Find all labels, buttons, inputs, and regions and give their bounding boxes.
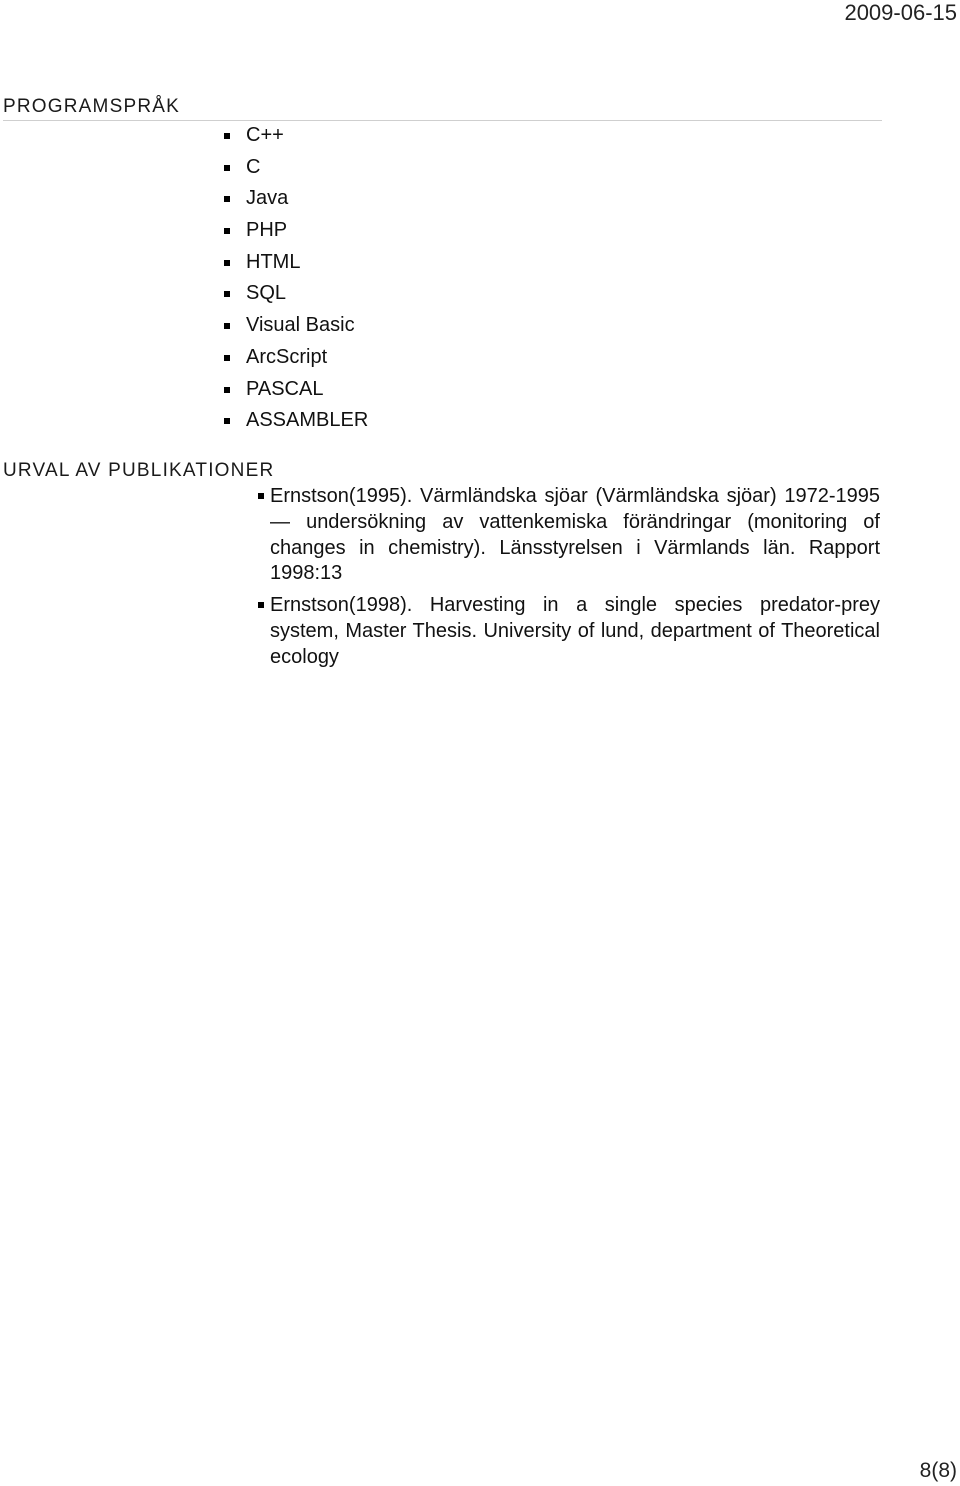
square-bullet-icon: [224, 323, 230, 329]
list-item-label: SQL: [246, 282, 287, 305]
page-number: 8(8): [919, 1459, 957, 1482]
list-item-label: Java: [246, 187, 289, 210]
list-item: [222, 310, 368, 342]
publication-text: Ernstson(1995). Värmländska sjöar (Värmländska sjöar) 1972-1995 — undersökning av vattenkemiska förändringar (monitoring of changes in chemistry). Länsstyrelsen i Värmlands län. Rapport 1998:13: [270, 485, 880, 585]
list-item-label: C: [246, 155, 261, 178]
list-item: [222, 374, 368, 406]
square-bullet-icon: [224, 355, 230, 361]
list-item: [222, 342, 368, 374]
list-item: [222, 215, 368, 247]
square-bullet-icon: [224, 133, 230, 139]
list-item-label: ArcScript: [246, 345, 328, 368]
list-item-label: PHP: [246, 219, 288, 242]
square-bullet-icon: [224, 196, 230, 202]
list-item-label: PASCAL: [246, 377, 324, 400]
square-bullet-icon: [224, 165, 230, 171]
list-item: [222, 278, 368, 310]
list-item-label: C++: [246, 124, 284, 146]
publication-item: [244, 593, 880, 670]
list-item: [222, 183, 368, 215]
square-bullet-icon: [224, 387, 230, 393]
square-bullet-icon: [224, 260, 230, 266]
section-heading-programming: PROGRAMSPRÅK: [3, 96, 180, 117]
list-item: [222, 247, 368, 279]
list-item: [222, 120, 368, 152]
list-item: [222, 405, 368, 437]
list-item-label: Visual Basic: [246, 314, 355, 337]
list-item-label: HTML: [246, 250, 301, 273]
list-item: [222, 152, 368, 184]
section-divider: [3, 120, 882, 121]
publication-list: [244, 484, 880, 677]
publication-text: Ernstson(1998). Harvesting in a single species predator-prey system, Master Thesis. University of lund, department of Theoretical ecology: [270, 594, 880, 668]
square-bullet-icon: [224, 418, 230, 424]
document-date: 2009-06-15: [844, 0, 957, 25]
square-bullet-icon: [258, 493, 264, 499]
square-bullet-icon: [258, 602, 264, 608]
publication-item: [244, 484, 880, 587]
square-bullet-icon: [224, 228, 230, 234]
list-item-label: ASSAMBLER: [246, 409, 369, 432]
programming-language-list: [222, 120, 368, 437]
section-heading-publications: URVAL AV PUBLIKATIONER: [3, 460, 275, 481]
square-bullet-icon: [224, 291, 230, 297]
